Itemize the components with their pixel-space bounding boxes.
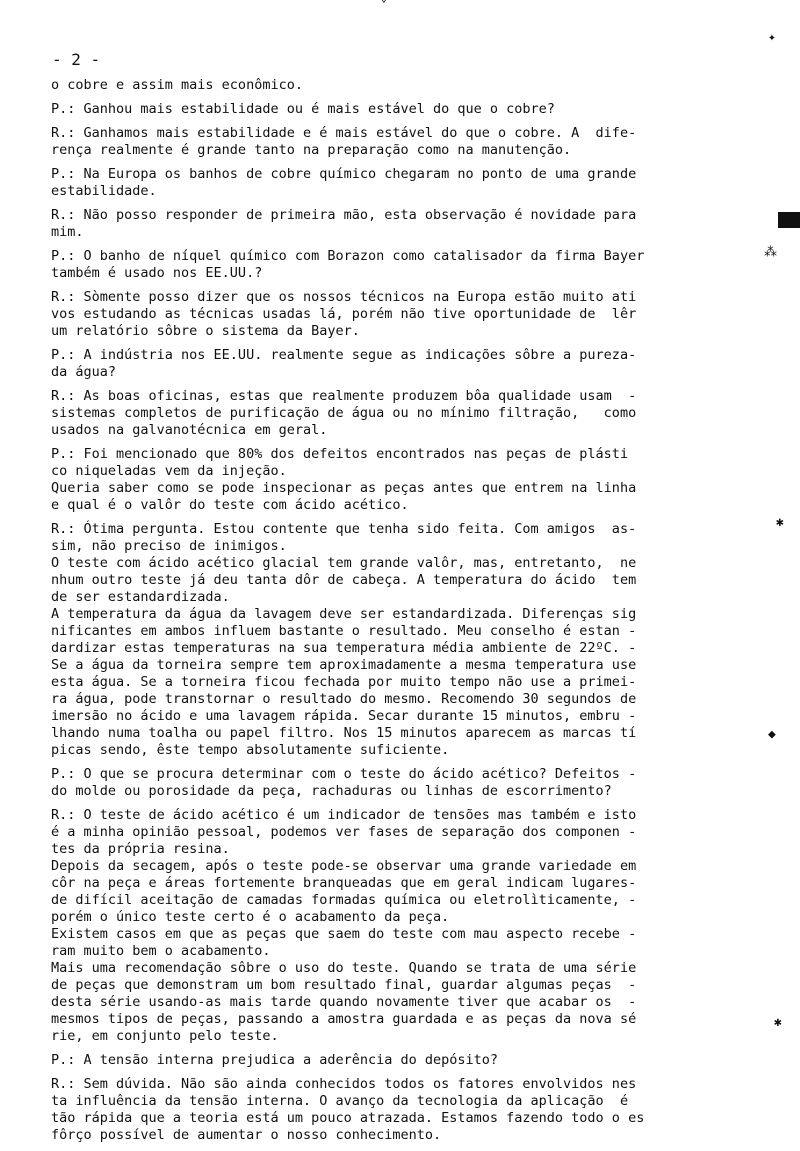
text-line: ram muito bem o acabamento. bbox=[51, 943, 271, 959]
paragraph bbox=[51, 166, 691, 200]
page-number: - 2 - bbox=[52, 50, 101, 69]
text-line: usados na galvanotécnica em geral. bbox=[51, 422, 328, 438]
text-line: Se a água da torneira sempre tem aproximadamente a mesma temperatura use bbox=[51, 657, 637, 673]
paragraph bbox=[51, 1076, 691, 1144]
paragraph bbox=[51, 446, 691, 514]
text-line: nhum outro teste já deu tanta dôr de cabeça. A temperatura do ácido tem bbox=[51, 572, 637, 588]
text-line: rença realmente é grande tanto na preparação como na manutenção. bbox=[51, 142, 572, 158]
text-line: R.: Ótima pergunta. Estou contente que tenha sido feita. Com amigos as- bbox=[51, 521, 637, 537]
text-line: ra água, pode transtornar o resultado do mesmo. Recomendo 30 segundos de bbox=[51, 691, 637, 707]
text-line: vos estudando as técnicas usadas lá, porém não tive oportunidade de lêr bbox=[51, 306, 637, 322]
text-line: porém o único teste certo é o acabamento da peça. bbox=[51, 909, 450, 925]
text-line: P.: A indústria nos EE.UU. realmente segue as indicações sôbre a pureza- bbox=[51, 347, 637, 363]
text-line: Mais uma recomendação sôbre o uso do teste. Quando se trata de uma série bbox=[51, 960, 637, 976]
text-line: ta influência da tensão interna. O avanço da tecnologia da aplicação é bbox=[51, 1093, 629, 1109]
text-line: Depois da secagem, após o teste pode-se observar uma grande variedade em bbox=[51, 858, 637, 874]
text-line: o cobre e assim mais econômico. bbox=[51, 77, 303, 93]
text-line: Queria saber como se pode inspecionar as peças antes que entrem na linha bbox=[51, 480, 637, 496]
text-line: do molde ou porosidade da peça, rachaduras ou linhas de escorrimento? bbox=[51, 783, 612, 799]
paragraph bbox=[51, 248, 691, 282]
text-line: P.: Na Europa os banhos de cobre químico chegaram no ponto de uma grande bbox=[51, 166, 637, 182]
text-line: A temperatura da água da lavagem deve ser estandardizada. Diferenças sig bbox=[51, 606, 637, 622]
paragraph bbox=[51, 101, 691, 118]
text-line: nificantes em ambos influem bastante o resultado. Meu conselho é estan - bbox=[51, 623, 637, 639]
text-line: também é usado nos EE.UU.? bbox=[51, 265, 263, 281]
text-line: R.: As boas oficinas, estas que realmente produzem bôa qualidade usam - bbox=[51, 388, 637, 404]
text-line: côr na peça e áreas fortemente branqueadas que em geral indicam lugares- bbox=[51, 875, 637, 891]
text-line: R.: O teste de ácido acético é um indicador de tensões mas também e isto bbox=[51, 807, 637, 823]
paragraph bbox=[51, 766, 691, 800]
text-line: de difícil aceitação de camadas formadas química ou eletrolìticamente, - bbox=[51, 892, 637, 908]
scan-mark-5: ✱ bbox=[774, 1015, 782, 1030]
text-line: R.: Não posso responder de primeira mão, esta observação é novidade para bbox=[51, 207, 637, 223]
text-line: P.: A tensão interna prejudica a aderência do depósito? bbox=[51, 1052, 499, 1068]
text-line: R.: Ganhamos mais estabilidade e é mais estável do que o cobre. A dife- bbox=[51, 125, 637, 141]
text-line: mim. bbox=[51, 224, 84, 240]
text-line: R.: Sòmente posso dizer que os nossos técnicos na Europa estão muito ati bbox=[51, 289, 637, 305]
text-line: lhando numa toalha ou papel filtro. Nos 15 minutos aparecem as marcas tí bbox=[51, 725, 637, 741]
document-body bbox=[51, 77, 691, 1151]
text-line: da água? bbox=[51, 364, 117, 380]
text-line: P.: O banho de níquel químico com Borazon como catalisador da firma Bayer bbox=[51, 248, 645, 264]
scan-mark-top: ˇ bbox=[380, 0, 388, 15]
text-line: O teste com ácido acético glacial tem grande valôr, mas, entretanto, ne bbox=[51, 555, 637, 571]
text-line: de ser estandardizada. bbox=[51, 589, 230, 605]
paragraph bbox=[51, 388, 691, 439]
text-line: de peças que demonstram um bom resultado final, guardar algumas peças - bbox=[51, 977, 637, 993]
text-line: mesmos tipos de peças, passando a amostra guardada e as peças da nova sé bbox=[51, 1011, 637, 1027]
paragraph bbox=[51, 125, 691, 159]
text-line: desta série usando-as mais tarde quando novamente tiver que acabar os - bbox=[51, 994, 637, 1010]
scan-bar-right bbox=[778, 212, 800, 228]
text-line: sistemas completos de purificação de água ou no mínimo filtração, como bbox=[51, 405, 637, 421]
text-line: imersão no ácido e uma lavagem rápida. Secar durante 15 minutos, embru - bbox=[51, 708, 637, 724]
paragraph bbox=[51, 1052, 691, 1069]
scan-mark-2: ⁂ bbox=[764, 245, 777, 260]
text-line: sim, não preciso de inimigos. bbox=[51, 538, 287, 554]
text-line: um relatório sôbre o sistema da Bayer. bbox=[51, 323, 360, 339]
text-line: é a minha opinião pessoal, podemos ver fases de separação dos componen - bbox=[51, 824, 637, 840]
text-line: picas sendo, êste tempo absolutamente suficiente. bbox=[51, 742, 450, 758]
paragraph bbox=[51, 289, 691, 340]
text-line: tão rápida que a teoria está um pouco atrazada. Estamos fazendo todo o es bbox=[51, 1110, 645, 1126]
text-line: estabilidade. bbox=[51, 183, 157, 199]
text-line: P.: O que se procura determinar com o teste do ácido acético? Defeitos - bbox=[51, 766, 637, 782]
text-line: Existem casos em que as peças que saem do teste com mau aspecto recebe - bbox=[51, 926, 637, 942]
scan-mark-3: ✱ bbox=[776, 515, 784, 530]
text-line: P.: Foi mencionado que 80% dos defeitos encontrados nas peças de plásti bbox=[51, 446, 629, 462]
paragraph bbox=[51, 207, 691, 241]
text-line: dardizar estas temperaturas na sua temperatura média ambiente de 22ºC. - bbox=[51, 640, 637, 656]
paragraph bbox=[51, 521, 691, 759]
paragraph bbox=[51, 77, 691, 94]
text-line: fôrço possível de aumentar o nosso conhecimento. bbox=[51, 1127, 442, 1143]
paragraph bbox=[51, 347, 691, 381]
scan-mark-1: ✦ bbox=[768, 30, 776, 45]
paragraph bbox=[51, 807, 691, 1045]
text-line: R.: Sem dúvida. Não são ainda conhecidos todos os fatores envolvidos nes bbox=[51, 1076, 637, 1092]
scan-mark-4: ◆ bbox=[768, 727, 776, 742]
text-line: esta água. Se a torneira ficou fechada por muito tempo não use a primei- bbox=[51, 674, 637, 690]
text-line: co niqueladas vem da injeção. bbox=[51, 463, 287, 479]
text-line: e qual é o valôr do teste com ácido acético. bbox=[51, 497, 409, 513]
text-line: rie, em conjunto pelo teste. bbox=[51, 1028, 279, 1044]
text-line: P.: Ganhou mais estabilidade ou é mais estável do que o cobre? bbox=[51, 101, 555, 117]
text-line: tes da própria resina. bbox=[51, 841, 230, 857]
